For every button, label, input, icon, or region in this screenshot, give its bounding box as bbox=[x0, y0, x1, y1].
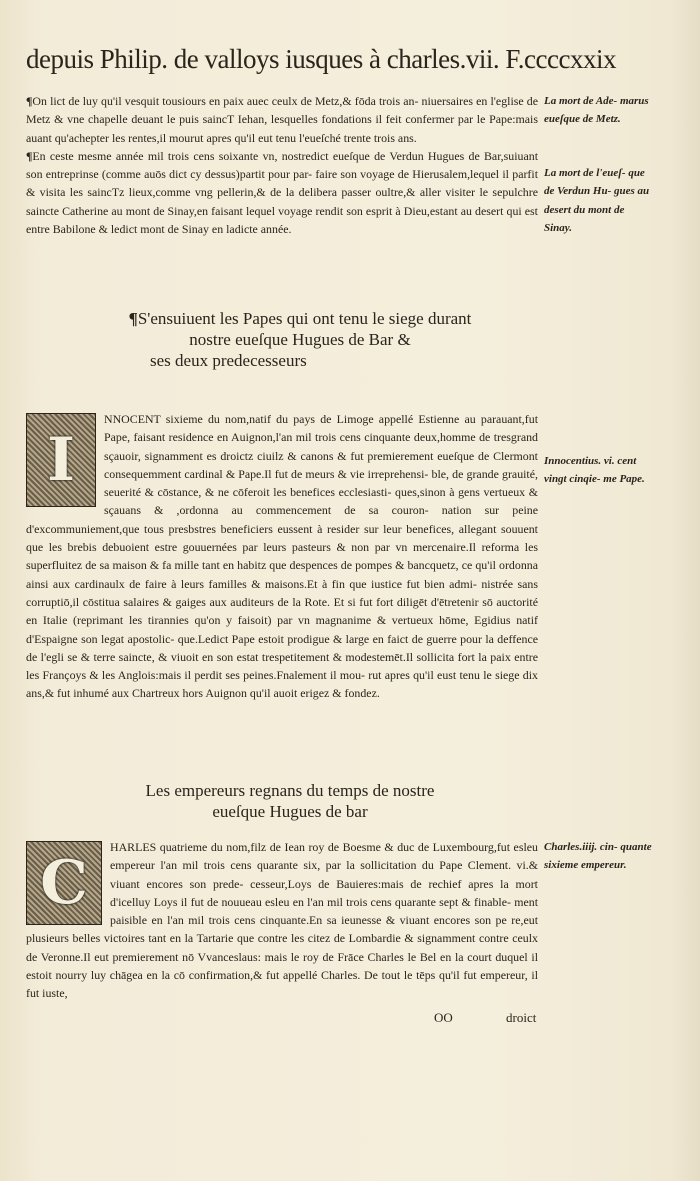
intro-paragraph-2-text: En ceste mesme année mil trois cens soixante vn, nostredict eueſque de Verdun Hugues de Bar,suiuant son entreprinse (comme auōs dict cy dessus)partit pour par- faire son voyage de Hierusalem,lequel il parfit & visita les saincTz lieux,comme vng pellerin,& de la delibera passer oultre,& aller visiter le sepulchre saincte Catherine au mont de Sinay,en faisant lequel voyage rendit son esprit à Dieu,estant au desert qui est entre Babilone & ledict mont de Sinay en ladicte année. bbox=[26, 148, 538, 237]
pilcrow-icon: ¶ bbox=[26, 94, 33, 108]
section-2-text bbox=[26, 838, 538, 1003]
decorated-initial-c: C bbox=[26, 841, 102, 925]
intro-paragraph-1-text: On lict de luy qu'il vesquit tousiours en paix auec ceulx de Metz,& fōda trois an- niuersaires en l'eglise de Metz & vne chapelle deuant le puis saincT Iehan, lesquelles fondations il feit confermer par le Pape:mais auant qu'achepter les rentes,il mourut apres qu'il eut tenu l'eueſché trente trois ans. bbox=[26, 94, 538, 145]
page-footer bbox=[434, 1010, 536, 1026]
catchword: droict bbox=[506, 1010, 537, 1025]
intro-paragraph-2 bbox=[26, 147, 538, 238]
section-1-heading-line-3: ses deux predecesseurs bbox=[150, 351, 307, 370]
pilcrow-icon: ¶ bbox=[128, 309, 138, 328]
gathering-signature: OO bbox=[434, 1010, 453, 1025]
section-2-paragraph: HARLES quatrieme du nom,filz de Iean roy de Boesme & duc de Luxembourg,fut esleu empereur l'an mil trois cens quarante six, par la sollicitation du Pape Clement. vi.& viuant encores son prede- cesseur,Loys de Bauieres:mais de rechief apres la mort d'icelluy Loys il fut de nouueau esleu en l'an mil trois cens quarante sept & finable- ment paisible en l'an mil trois cens cinquante.En sa ieunesse & viuant encores son pe re,eut plusieurs belles victoires tant en la Tartarie que contre les citez de Lombardie & signamment contre ceulx de Veronne.Il eut premierement nō Vvanceslaus: mais le roy de Frāce Charles le Bel en la court duquel il estoit nourry luy chāgea en la cō confirmation,& fut appellé Charles. De tout le tēps qu'il fut empereur, il fut iuste, bbox=[26, 840, 538, 1001]
margin-note-1: La mort de Ade- marus eueſque de Metz. bbox=[544, 95, 649, 126]
section-1-heading bbox=[90, 308, 510, 371]
section-1-heading-line-2: nostre eueſque Hugues de Bar & bbox=[189, 330, 411, 349]
section-2-heading bbox=[110, 780, 470, 822]
page-edge-shadow bbox=[670, 0, 700, 1181]
margin-note-3: Innocentius. vi. cent vingt cinqie- me Pape. bbox=[544, 455, 645, 486]
decorated-initial-i: I bbox=[26, 413, 96, 507]
intro-text bbox=[26, 92, 538, 238]
margin-note-2: La mort de l'eueſ- que de Verdun Hu- gues au desert du mont de Sinay. bbox=[544, 167, 650, 234]
section-1-heading-line-1: ¶S'ensuiuent les Papes qui ont tenu le siege durant bbox=[128, 309, 472, 328]
section-2-heading-line-1: Les empereurs regnans du temps de nostre bbox=[145, 781, 435, 800]
section-1-text bbox=[26, 410, 538, 703]
running-header: depuis Philip. de valloys iusques à charles.vii. F.ccccxxix bbox=[26, 44, 616, 74]
section-1-paragraph: NNOCENT sixieme du nom,natif du pays de Limoge appellé Estienne au parauant,fut Pape, faisant residence en Auignon,l'an mil trois cens cinquante deux,homme de tresgrand sçauoir, signamment es droictz ciuilz & canons & fut premierement eueſque de Clermont consequemment cardinal & Pape.Il fut de meurs & vie irreprehensi- ble, de grande grauité, seuerité & cōstance, & ne cōferoit les benefices ecclesiasti- ques,sinon à gens vertueux & sçauans & ,ordonna au commencement de sa couron- nation sur peine d'excommuniement,que tous presbstres beneficiers eussent à resider sur leur benefices, allegant souuent que les brebis debuoient estre gouuernées par leurs pasteurs & non par vn mercenaire.Il reforma les superfluitez de sa maison & fa mille tant en habitz que despences de pompes & bancquetz, ce qu'il ordonna ainsi aux cardinaulx de faire à leurs familles & maisons.Et à fin que iustice fut bien admi- nistrée sans corruptiō,il cōstitua salaires & gaiges aux auditeurs de la Rote. Et si fut fort diligēt d'ētretenir sō auctorité en Italie (reprimant les tirannies qu'on y faisoit) par vn magnanime & vertueux hōme, Egidius natif d'Espaigne son legat apostolic- que.Ledict Pape estoit prodigue & large en faict de guerre pour la deffence de l'egli se & terre saincte, & viuoit en son estat trespetitement & modestemēt.Il sollicita fort la paix entre les Françoys & les Anglois:mais il perdit ses peines.Fnalement il mou- rut apres qu'il eust tenu le siege dix ans,& fut inhumé aux Chartreux hors Auignon qu'il auoit erigez & fondez. bbox=[26, 412, 538, 701]
pilcrow-icon: ¶ bbox=[26, 148, 33, 163]
intro-paragraph-1 bbox=[26, 92, 538, 147]
section-2-heading-line-2: eueſque Hugues de bar bbox=[212, 802, 368, 821]
margin-note-4: Charles.iiij. cin- quante sixieme empereur. bbox=[544, 841, 652, 872]
